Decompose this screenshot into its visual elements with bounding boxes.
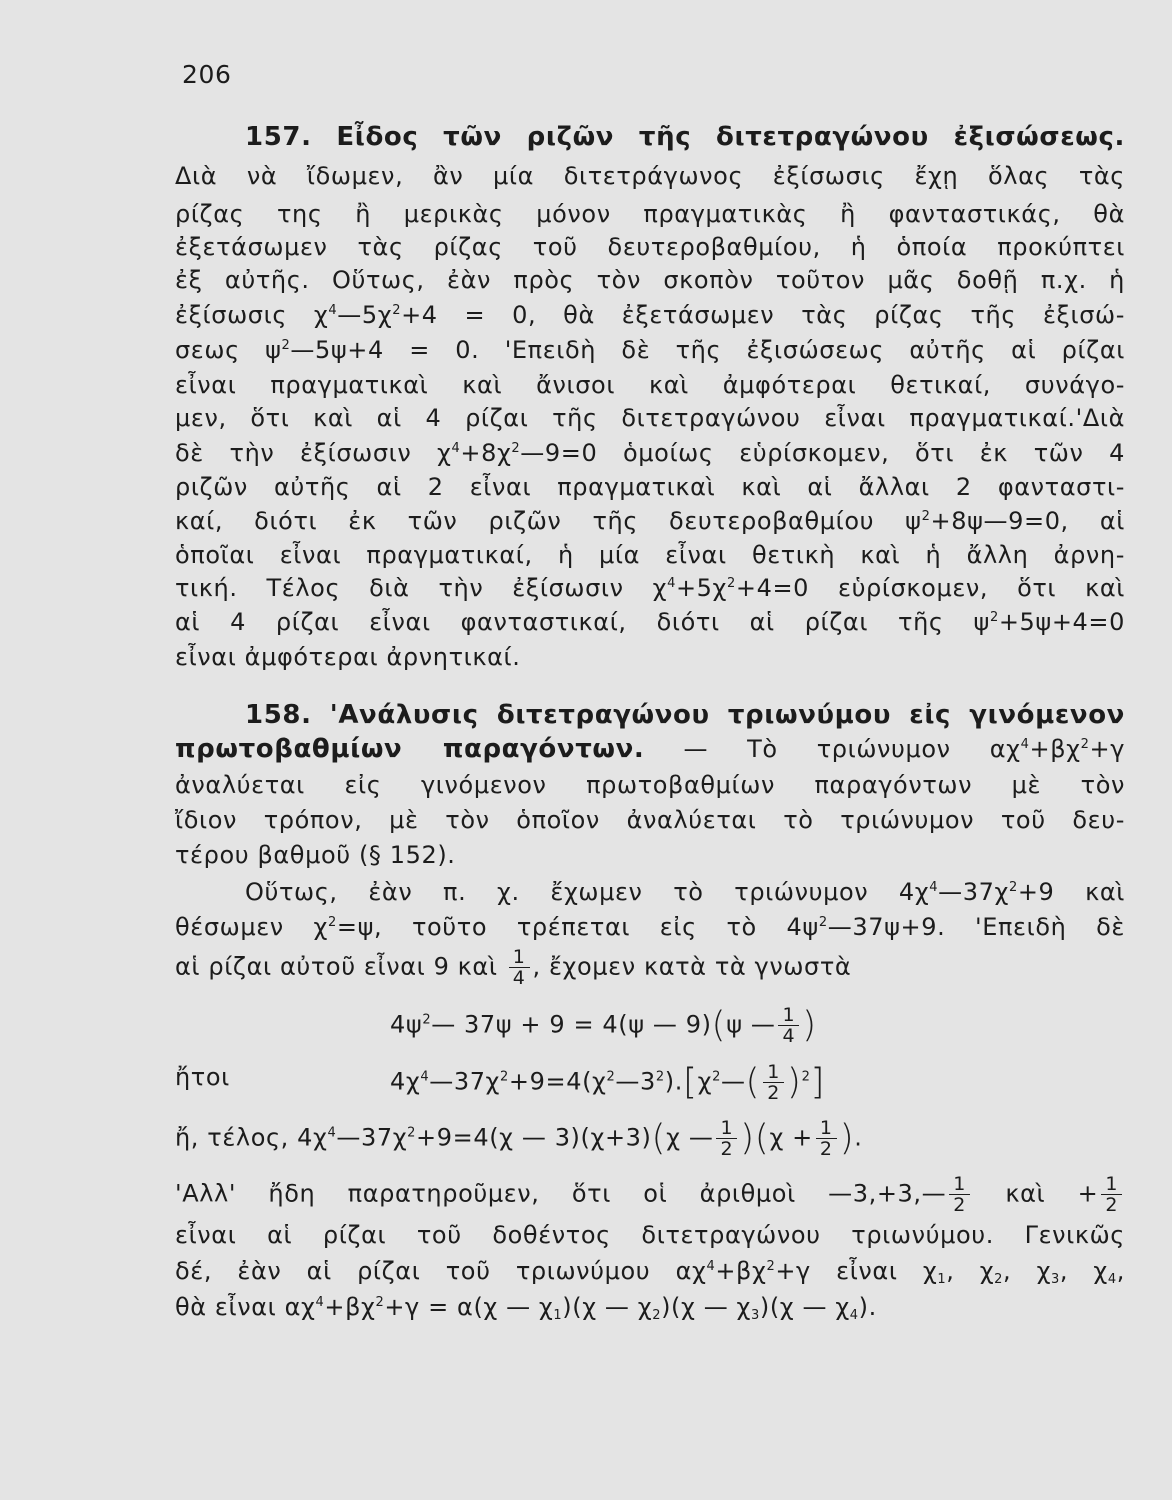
htoi-label: ἤτοι [175,1063,230,1091]
text-line: ρίζας της ἢ μερικὰς μόνον πραγματικὰς ἢ φανταστικάς, θὰ [175,200,1125,228]
equation-line: αἱ ρίζαι αὐτοῦ εἶναι 9 καὶ $\frac{1}{4}$ , ἔχομεν κατὰ τὰ γνωστὰ [175,946,852,989]
equation-line: Οὕτως, ἐὰν π. χ. ἔχωμεν τὸ τριώνυμον $4\chi^4—37\chi^2+9$ καὶ [245,878,1126,906]
text-line: εἶναι αἱ ρίζαι τοῦ δοθέντος διτετραγώνου τριωνύμου. Γενικῶς [175,1221,1125,1249]
equation-line: ἐξίσωσις $\chi^4—5\chi^2+4 = 0$, θὰ ἐξετάσωμεν τὰς ρίζας τῆς ἐξισώ- [175,301,1125,329]
equation-line: δὲ τὴν ἐξίσωσιν $\chi^4+8\chi^2—9=0$ ὁμοίως εὑρίσκομεν, ὅτι ἐκ τῶν 4 [175,439,1125,467]
display-equation-2: $4\chi^4—37\chi^2+9=4(\chi^2—3^2).[\chi^2—$( $\frac{1}{2}$ )$^2$] [390,1061,826,1104]
text-line: ἐξετάσωμεν τὰς ρίζας τοῦ δευτεροβαθμίου, ἡ ὁποία προκύπτει [175,233,1125,261]
text-line: ὁποῖαι εἶναι πραγματικαί, ἡ μία εἶναι θετικὴ καὶ ἡ ἄλλη ἀρνη- [175,541,1125,569]
text-line: εἶναι ἀμφότεραι ἀρνητικαί. [175,643,521,671]
text-line: ἀναλύεται εἰς γινόμενον πρωτοβαθμίων παραγόντων μὲ τὸν [175,771,1125,799]
text-line: μεν, ὅτι καὶ αἱ 4 ρίζαι τῆς διτετραγώνου εἶναι πραγματικαί.'Διὰ [175,404,1125,432]
text-line: τέρου βαθμοῦ (§ 152). [175,841,456,869]
equation-line: σεως $\psi^2—5\psi+4 = 0$. 'Επειδὴ δὲ τῆς ἐξισώσεως αὐτῆς αἱ ρίζαι [175,336,1125,364]
display-equation-1: $4\psi^2—$ 37ψ + 9 = 4(ψ — 9)(ψ — $\frac{1}{4}$ ) [390,1004,817,1047]
text-line: Διὰ νὰ ἴδωμεν, ἂν μία διτετράγωνος ἐξίσωσις ἔχῃ ὅλας τὰς [175,162,1125,190]
text-line: ἐξ αὐτῆς. Οὕτως, ἐὰν πρὸς τὸν σκοπὸν τοῦτον μᾶς δοθῇ π.χ. ἡ [175,266,1125,294]
equation-line: θέσωμεν $\chi^2=\psi$, τοῦτο τρέπεται εἰς τὸ $4\psi^2—37\psi+9$. 'Επειδὴ δὲ [175,913,1125,941]
heading-line-2: πρωτοβαθμίων παραγόντων. — Τὸ τριώνυμον $\alpha\chi^4+\beta\chi^2+\gamma$ [175,734,1125,764]
section-158-heading: 158. 'Ανάλυσις διτετραγώνου τριωνύμου εἰς γινόμενον [245,700,1125,730]
page-number: 206 [182,60,232,89]
display-equation-3: ἤ, τέλος, $4\chi^4—37\chi^2+9=4(\chi$ — 3)(χ+3)(χ — $\frac{1}{2}$ )(χ + $\frac{1}{2}$ ). [175,1117,863,1160]
equation-line: τική. Τέλος διὰ τὴν ἐξίσωσιν $\chi^4+5\chi^2+4=0$ εὑρίσκομεν, ὅτι καὶ [175,574,1125,602]
equation-line: αἱ 4 ρίζαι εἶναι φανταστικαί, διότι αἱ ρίζαι τῆς $\psi^2+5\psi+4=0$ [175,608,1125,636]
section-157-heading: 157. Εἶδος τῶν ριζῶν τῆς διτετραγώνου ἐξισώσεως. [245,122,1125,152]
equation-line: θὰ εἶναι $\alpha\chi^4+\beta\chi^2+\gamma = \alpha(\chi$ — $\chi_1)(\chi$ — $\chi_2)(\chi$ — $\chi_3)(\chi$ — $\chi_4$). [175,1293,877,1323]
fraction-one-quarter: $\frac{1}{4}$ [509,947,530,988]
text-line: εἶναι πραγματικαὶ καὶ ἄνισοι καὶ ἀμφότεραι θετικαί, συνάγο- [175,371,1125,399]
equation-line: δέ, ἐὰν αἱ ρίζαι τοῦ τριωνύμου $\alpha\chi^4+\beta\chi^2+\gamma$ εἶναι $\chi_1$, $\chi_2$, $\chi_3$, $\chi_4$, [175,1257,1125,1287]
text-line: ἴδιον τρόπον, μὲ τὸν ὁποῖον ἀναλύεται τὸ τριώνυμον τοῦ δευ- [175,806,1125,834]
text-line: ριζῶν αὐτῆς αἱ 2 εἶναι πραγματικαὶ καὶ αἱ ἄλλαι 2 φανταστι- [175,473,1125,501]
equation-line: καί, διότι ἐκ τῶν ριζῶν τῆς δευτεροβαθμίου $\psi^2+8\psi—9=0$, αἱ [175,507,1125,535]
equation-line: 'Αλλ' ἤδη παρατηροῦμεν, ὅτι οἱ ἀριθμοὶ —3,+3,— $\frac{1}{2}$ καὶ + $\frac{1}{2}$ [175,1174,1125,1215]
